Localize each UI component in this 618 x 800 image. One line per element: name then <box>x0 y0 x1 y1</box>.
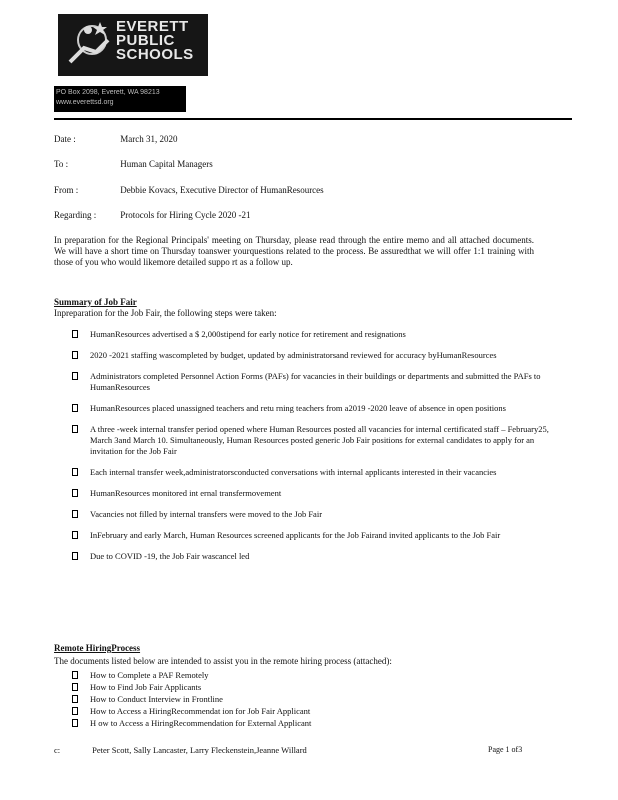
bullet-box-icon <box>72 468 78 476</box>
list-item <box>72 371 552 393</box>
list-item-text: Administrators completed Personnel Action Forms (PAFs) for vacancies in their buildings or departments and submitted the PAFs to HumanResources <box>90 371 541 392</box>
page-number: Page 1 of3 <box>488 745 523 754</box>
logo-text-line2: PUBLIC <box>116 32 175 49</box>
bullet-box-icon <box>72 552 78 560</box>
bullet-box-icon <box>72 372 78 380</box>
bullet-box-icon <box>72 683 78 691</box>
bullet-box-icon <box>72 351 78 359</box>
to-label: To : <box>54 159 69 169</box>
bullet-box-icon <box>72 719 78 727</box>
list-item <box>72 670 552 681</box>
regarding-row <box>54 210 250 220</box>
intro-paragraph: In preparation for the Regional Principals' meeting on Thursday, please read through the entire memo and all attached documents. We will have a short time on Thursday toanswer yourquestions related to the process. Be assuredthat we will offer 1:1 training with those of you who would likemore detailed suppo rt as a follow up. <box>54 235 534 267</box>
bullet-box-icon <box>72 489 78 497</box>
list-item <box>72 488 552 499</box>
date-value: March 31, 2020 <box>120 134 178 144</box>
list-item <box>72 694 552 705</box>
list-item <box>72 467 552 478</box>
list-item-text: H ow to Access a HiringRecommendation for External Applicant <box>90 718 312 728</box>
date-label: Date : <box>54 134 76 144</box>
cc-label: c: <box>54 745 61 755</box>
list-item <box>72 718 552 729</box>
cc-line <box>54 745 307 755</box>
list-item <box>72 682 552 693</box>
list-item <box>72 424 552 457</box>
list-item <box>72 329 552 340</box>
bullet-box-icon <box>72 531 78 539</box>
bullet-box-icon <box>72 695 78 703</box>
bullet-box-icon <box>72 707 78 715</box>
job-fair-steps <box>72 329 552 572</box>
list-item <box>72 403 552 414</box>
list-item <box>72 350 552 361</box>
regarding-label: Regarding : <box>54 210 97 220</box>
from-row <box>54 185 324 195</box>
regarding-value: Protocols for Hiring Cycle 2020 -21 <box>120 210 251 220</box>
bullet-box-icon <box>72 425 78 433</box>
list-item-text: How to Find Job Fair Applicants <box>90 682 202 692</box>
list-item-text: Vacancies not filled by internal transfers were moved to the Job Fair <box>90 509 323 519</box>
runner-logo-icon <box>62 18 116 72</box>
district-logo <box>58 14 208 76</box>
list-item-text: HumanResources placed unassigned teachers and retu rning teachers from a2019 -2020 leave of absence in open positions <box>90 403 506 413</box>
website-line: www.everettsd.org <box>56 99 114 106</box>
list-item-text: InFebruary and early March, Human Resources screened applicants for the Job Fairand invited applicants to the Job Fair <box>90 530 501 540</box>
list-item-text: HumanResources monitored int ernal transfermovement <box>90 488 282 498</box>
remote-hiring-heading: Remote HiringProcess <box>54 643 141 653</box>
bullet-box-icon <box>72 330 78 338</box>
list-item-text: Each internal transfer week,administratorsconducted conversations with internal applicants interested in their vacancies <box>90 467 497 477</box>
list-item-text: How to Complete a PAF Remotely <box>90 670 209 680</box>
bullet-box-icon <box>72 671 78 679</box>
logo-text-line3: SCHOOLS <box>116 46 194 63</box>
bullet-box-icon <box>72 404 78 412</box>
list-item <box>72 530 552 541</box>
list-item <box>72 551 552 562</box>
list-item-text: Due to COVID -19, the Job Fair wascancel led <box>90 551 250 561</box>
date-row <box>54 134 178 144</box>
list-item-text: How to Conduct Interview in Frontline <box>90 694 223 704</box>
address-line: PO Box 2098, Everett, WA 98213 <box>56 89 160 96</box>
job-fair-heading: Summary of Job Fair <box>54 297 137 307</box>
list-item-text: How to Access a HiringRecommendat ion for Job Fair Applicant <box>90 706 311 716</box>
cc-recipients: Peter Scott, Sally Lancaster, Larry Fleckenstein,Jeanne Willard <box>92 745 307 755</box>
list-item-text: 2020 -2021 staffing wascompleted by budget, updated by administratorsand reviewed for accuracy byHumanResources <box>90 350 497 360</box>
list-item-text: A three -week internal transfer period opened where Human Resources posted all vacancies for internal certificated staff – February25, March 3and March 10. Simultaneously, Human Resources posted generic Job Fair positions for external candidates to apply for an invitation for the Job Fair <box>90 424 549 456</box>
list-item-text: HumanResources advertised a $ 2,000stipend for early notice for retirement and resignations <box>90 329 406 339</box>
from-value: Debbie Kovacs, Executive Director of HumanResources <box>120 185 324 195</box>
list-item <box>72 509 552 520</box>
to-row <box>54 159 213 169</box>
logo-text-line1: EVERETT <box>116 18 189 35</box>
header-divider <box>54 118 572 120</box>
from-label: From : <box>54 185 79 195</box>
remote-hiring-intro: The documents listed below are intended to assist you in the remote hiring process (attached): <box>54 656 392 666</box>
job-fair-intro: Inpreparation for the Job Fair, the following steps were taken: <box>54 308 277 318</box>
remote-hiring-docs <box>72 670 552 730</box>
to-value: Human Capital Managers <box>120 159 213 169</box>
address-block <box>54 86 186 112</box>
bullet-box-icon <box>72 510 78 518</box>
list-item <box>72 706 552 717</box>
